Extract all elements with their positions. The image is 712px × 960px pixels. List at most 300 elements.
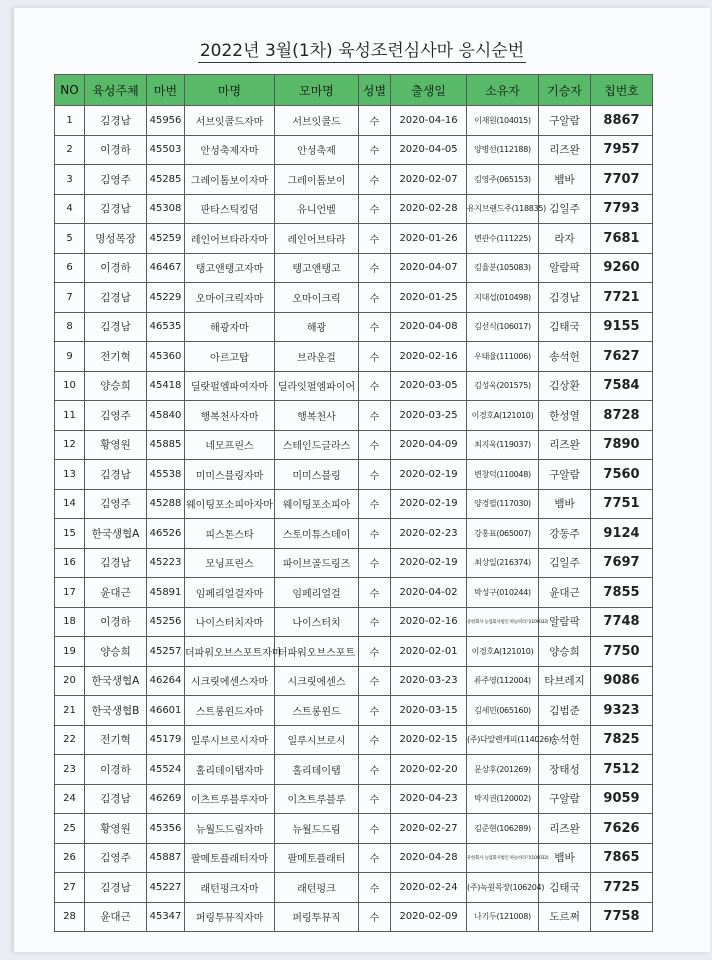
cell-birth-date: 2020-02-27 bbox=[391, 814, 467, 844]
cell-rider: 타브레지 bbox=[539, 666, 591, 696]
cell-horse-name: 행복천사자마 bbox=[185, 401, 275, 431]
cell-sex: 수 bbox=[359, 135, 391, 165]
cell-dam-name: 팔메토플래터 bbox=[275, 843, 359, 873]
cell-breeder: 한국생협A bbox=[85, 666, 147, 696]
cell-horse-no: 45524 bbox=[147, 755, 185, 785]
cell-dam-name: 임페리얼걸 bbox=[275, 578, 359, 608]
table-row bbox=[55, 843, 653, 873]
cell-rider: 뱀바 bbox=[539, 843, 591, 873]
cell-rider: 구알람 bbox=[539, 460, 591, 490]
header-breeder: 육성주체 bbox=[85, 75, 147, 106]
cell-birth-date: 2020-03-15 bbox=[391, 696, 467, 726]
cell-sex: 수 bbox=[359, 224, 391, 254]
cell-rider: 리즈완 bbox=[539, 430, 591, 460]
cell-horse-name: 모닝프린스 bbox=[185, 548, 275, 578]
cell-birth-date: 2020-02-16 bbox=[391, 342, 467, 372]
cell-birth-date: 2020-04-05 bbox=[391, 135, 467, 165]
cell-no: 2 bbox=[55, 135, 85, 165]
cell-owner: 이경호A(121010) bbox=[467, 401, 539, 431]
cell-chip: 7751 bbox=[591, 489, 653, 519]
cell-rider: 김범준 bbox=[539, 696, 591, 726]
cell-dam-name: 그레이톰보이 bbox=[275, 165, 359, 195]
cell-horse-name: 더파워오브스포트자마 bbox=[185, 637, 275, 667]
table-row bbox=[55, 106, 653, 136]
cell-no: 13 bbox=[55, 460, 85, 490]
cell-no: 19 bbox=[55, 637, 85, 667]
cell-horse-name: 이츠트루블루자마 bbox=[185, 784, 275, 814]
cell-birth-date: 2020-01-25 bbox=[391, 283, 467, 313]
cell-rider: 리즈완 bbox=[539, 814, 591, 844]
cell-breeder: 이경하 bbox=[85, 253, 147, 283]
cell-no: 10 bbox=[55, 371, 85, 401]
cell-breeder: 김경남 bbox=[85, 194, 147, 224]
cell-breeder: 전기혁 bbox=[85, 342, 147, 372]
cell-rider: 양승희 bbox=[539, 637, 591, 667]
cell-no: 22 bbox=[55, 725, 85, 755]
cell-breeder: 전기혁 bbox=[85, 725, 147, 755]
cell-dam-name: 일루시브로시 bbox=[275, 725, 359, 755]
cell-birth-date: 2020-02-16 bbox=[391, 607, 467, 637]
cell-birth-date: 2020-04-09 bbox=[391, 430, 467, 460]
cell-birth-date: 2020-02-15 bbox=[391, 725, 467, 755]
cell-owner: 김선식(106017) bbox=[467, 312, 539, 342]
cell-breeder: 윤대근 bbox=[85, 902, 147, 932]
cell-birth-date: 2020-02-24 bbox=[391, 873, 467, 903]
cell-owner: 박지권(120002) bbox=[467, 784, 539, 814]
cell-horse-name: 웨이팅포소피아자마 bbox=[185, 489, 275, 519]
header-horse-no: 마번 bbox=[147, 75, 185, 106]
cell-birth-date: 2020-02-07 bbox=[391, 165, 467, 195]
cell-sex: 수 bbox=[359, 489, 391, 519]
cell-horse-no: 45891 bbox=[147, 578, 185, 608]
cell-sex: 수 bbox=[359, 873, 391, 903]
table-row bbox=[55, 430, 653, 460]
cell-no: 21 bbox=[55, 696, 85, 726]
cell-chip: 9059 bbox=[591, 784, 653, 814]
cell-sex: 수 bbox=[359, 371, 391, 401]
cell-breeder: 김영주 bbox=[85, 843, 147, 873]
cell-owner: 변관수(111225) bbox=[467, 224, 539, 254]
cell-no: 4 bbox=[55, 194, 85, 224]
cell-breeder: 황영원 bbox=[85, 814, 147, 844]
cell-horse-no: 45227 bbox=[147, 873, 185, 903]
cell-breeder: 김경남 bbox=[85, 283, 147, 313]
table-row bbox=[55, 371, 653, 401]
cell-dam-name: 오마이크릭 bbox=[275, 283, 359, 313]
cell-rider: 알람팍 bbox=[539, 253, 591, 283]
cell-rider: 뱀바 bbox=[539, 165, 591, 195]
cell-dam-name: 스토미튜스데이 bbox=[275, 519, 359, 549]
cell-owner: (주)녹원목장(106204) bbox=[467, 873, 539, 903]
cell-sex: 수 bbox=[359, 902, 391, 932]
cell-horse-no: 45418 bbox=[147, 371, 185, 401]
table-row bbox=[55, 519, 653, 549]
table-row bbox=[55, 194, 653, 224]
cell-sex: 수 bbox=[359, 519, 391, 549]
cell-owner: 유한회사 농업회사법인 하늘바라기(109032) bbox=[467, 607, 539, 637]
cell-chip: 9260 bbox=[591, 253, 653, 283]
cell-no: 11 bbox=[55, 401, 85, 431]
cell-no: 1 bbox=[55, 106, 85, 136]
cell-chip: 7750 bbox=[591, 637, 653, 667]
cell-horse-name: 래턴펑크자마 bbox=[185, 873, 275, 903]
cell-sex: 수 bbox=[359, 548, 391, 578]
cell-sex: 수 bbox=[359, 843, 391, 873]
cell-horse-name: 스트롱윈드자마 bbox=[185, 696, 275, 726]
cell-owner: 류주영(112004) bbox=[467, 666, 539, 696]
cell-chip: 8728 bbox=[591, 401, 653, 431]
cell-birth-date: 2020-02-19 bbox=[391, 489, 467, 519]
cell-horse-name: 미미스블링자마 bbox=[185, 460, 275, 490]
cell-sex: 수 bbox=[359, 312, 391, 342]
cell-chip: 7890 bbox=[591, 430, 653, 460]
cell-horse-no: 45356 bbox=[147, 814, 185, 844]
cell-chip: 9124 bbox=[591, 519, 653, 549]
cell-horse-no: 46264 bbox=[147, 666, 185, 696]
table-row bbox=[55, 637, 653, 667]
cell-sex: 수 bbox=[359, 784, 391, 814]
cell-horse-no: 45885 bbox=[147, 430, 185, 460]
cell-birth-date: 2020-04-02 bbox=[391, 578, 467, 608]
cell-birth-date: 2020-03-23 bbox=[391, 666, 467, 696]
table-row bbox=[55, 489, 653, 519]
cell-dam-name: 퍼링투뮤직 bbox=[275, 902, 359, 932]
cell-owner: 지대섭(010498) bbox=[467, 283, 539, 313]
cell-birth-date: 2020-04-08 bbox=[391, 312, 467, 342]
cell-birth-date: 2020-03-05 bbox=[391, 371, 467, 401]
cell-dam-name: 홀리데이탭 bbox=[275, 755, 359, 785]
cell-horse-name: 서브잇콜드자마 bbox=[185, 106, 275, 136]
cell-dam-name: 브라운걸 bbox=[275, 342, 359, 372]
cell-chip: 7560 bbox=[591, 460, 653, 490]
cell-horse-no: 45956 bbox=[147, 106, 185, 136]
cell-dam-name: 유니언벨 bbox=[275, 194, 359, 224]
cell-chip: 7681 bbox=[591, 224, 653, 254]
cell-no: 8 bbox=[55, 312, 85, 342]
header-owner: 소유자 bbox=[467, 75, 539, 106]
cell-horse-name: 시크릿에센스자마 bbox=[185, 666, 275, 696]
table-header-row bbox=[55, 75, 653, 106]
cell-chip: 7721 bbox=[591, 283, 653, 313]
cell-sex: 수 bbox=[359, 696, 391, 726]
cell-no: 16 bbox=[55, 548, 85, 578]
header-horse-name: 마명 bbox=[185, 75, 275, 106]
cell-dam-name: 딜라잇펄엠파이어 bbox=[275, 371, 359, 401]
cell-rider: 한성열 bbox=[539, 401, 591, 431]
cell-rider: 장태성 bbox=[539, 755, 591, 785]
cell-no: 27 bbox=[55, 873, 85, 903]
cell-rider: 김태국 bbox=[539, 312, 591, 342]
cell-horse-no: 45259 bbox=[147, 224, 185, 254]
cell-sex: 수 bbox=[359, 401, 391, 431]
cell-rider: 김일주 bbox=[539, 194, 591, 224]
table-row bbox=[55, 902, 653, 932]
cell-owner: 김영주(065153) bbox=[467, 165, 539, 195]
table-body bbox=[55, 106, 653, 932]
cell-rider: 김상환 bbox=[539, 371, 591, 401]
cell-sex: 수 bbox=[359, 194, 391, 224]
cell-chip: 7957 bbox=[591, 135, 653, 165]
cell-chip: 7865 bbox=[591, 843, 653, 873]
header-chip: 칩번호 bbox=[591, 75, 653, 106]
cell-horse-no: 46269 bbox=[147, 784, 185, 814]
table-row bbox=[55, 401, 653, 431]
exam-order-table bbox=[54, 74, 653, 932]
cell-no: 14 bbox=[55, 489, 85, 519]
cell-owner: 박성구(010244) bbox=[467, 578, 539, 608]
cell-sex: 수 bbox=[359, 430, 391, 460]
cell-no: 18 bbox=[55, 607, 85, 637]
cell-horse-name: 뉴월드드림자마 bbox=[185, 814, 275, 844]
cell-no: 28 bbox=[55, 902, 85, 932]
cell-breeder: 김영주 bbox=[85, 165, 147, 195]
cell-horse-no: 45256 bbox=[147, 607, 185, 637]
cell-chip: 7825 bbox=[591, 725, 653, 755]
cell-horse-no: 46526 bbox=[147, 519, 185, 549]
cell-horse-name: 오마이크릭자마 bbox=[185, 283, 275, 313]
cell-birth-date: 2020-01-26 bbox=[391, 224, 467, 254]
cell-rider: 김경남 bbox=[539, 283, 591, 313]
cell-chip: 7725 bbox=[591, 873, 653, 903]
cell-horse-name: 임페리얼걸자마 bbox=[185, 578, 275, 608]
cell-chip: 7584 bbox=[591, 371, 653, 401]
cell-owner: 최지욱(119037) bbox=[467, 430, 539, 460]
cell-rider: 윤대근 bbox=[539, 578, 591, 608]
cell-no: 12 bbox=[55, 430, 85, 460]
cell-owner: 김준현(106289) bbox=[467, 814, 539, 844]
cell-horse-no: 45285 bbox=[147, 165, 185, 195]
cell-owner: 김세민(065160) bbox=[467, 696, 539, 726]
cell-sex: 수 bbox=[359, 637, 391, 667]
cell-sex: 수 bbox=[359, 607, 391, 637]
table-row bbox=[55, 224, 653, 254]
cell-rider: 김일주 bbox=[539, 548, 591, 578]
cell-owner: 나기두(121008) bbox=[467, 902, 539, 932]
table-row bbox=[55, 784, 653, 814]
table-row bbox=[55, 666, 653, 696]
cell-sex: 수 bbox=[359, 283, 391, 313]
cell-no: 5 bbox=[55, 224, 85, 254]
cell-owner: 강홍표(065007) bbox=[467, 519, 539, 549]
cell-birth-date: 2020-02-19 bbox=[391, 460, 467, 490]
cell-breeder: 양승희 bbox=[85, 637, 147, 667]
cell-sex: 수 bbox=[359, 578, 391, 608]
cell-dam-name: 뉴월드드림 bbox=[275, 814, 359, 844]
cell-horse-name: 레인어브타라자마 bbox=[185, 224, 275, 254]
cell-chip: 8867 bbox=[591, 106, 653, 136]
cell-sex: 수 bbox=[359, 814, 391, 844]
cell-chip: 7758 bbox=[591, 902, 653, 932]
cell-dam-name: 이츠트루블루 bbox=[275, 784, 359, 814]
cell-horse-no: 46467 bbox=[147, 253, 185, 283]
cell-dam-name: 행복천사 bbox=[275, 401, 359, 431]
cell-birth-date: 2020-04-23 bbox=[391, 784, 467, 814]
table-row bbox=[55, 578, 653, 608]
cell-no: 7 bbox=[55, 283, 85, 313]
header-birth-date: 출생일 bbox=[391, 75, 467, 106]
cell-horse-no: 45179 bbox=[147, 725, 185, 755]
document-title bbox=[14, 36, 710, 61]
cell-chip: 9323 bbox=[591, 696, 653, 726]
cell-horse-name: 일루시브로시자마 bbox=[185, 725, 275, 755]
cell-horse-no: 45308 bbox=[147, 194, 185, 224]
cell-rider: 송석헌 bbox=[539, 725, 591, 755]
cell-birth-date: 2020-03-25 bbox=[391, 401, 467, 431]
cell-chip: 7512 bbox=[591, 755, 653, 785]
cell-breeder: 김영주 bbox=[85, 401, 147, 431]
cell-breeder: 한국생협A bbox=[85, 519, 147, 549]
cell-dam-name: 스테인드글라스 bbox=[275, 430, 359, 460]
cell-no: 9 bbox=[55, 342, 85, 372]
table-row bbox=[55, 548, 653, 578]
cell-breeder: 김경남 bbox=[85, 460, 147, 490]
header-no: NO bbox=[55, 75, 85, 106]
cell-horse-name: 피스톤스타 bbox=[185, 519, 275, 549]
header-dam-name: 모마명 bbox=[275, 75, 359, 106]
cell-dam-name: 파이브골드링즈 bbox=[275, 548, 359, 578]
cell-horse-name: 해광자마 bbox=[185, 312, 275, 342]
cell-rider: 김태국 bbox=[539, 873, 591, 903]
cell-sex: 수 bbox=[359, 460, 391, 490]
cell-dam-name: 해광 bbox=[275, 312, 359, 342]
cell-no: 3 bbox=[55, 165, 85, 195]
cell-horse-name: 딜랏펄엠파여자마 bbox=[185, 371, 275, 401]
cell-horse-no: 45288 bbox=[147, 489, 185, 519]
table-row bbox=[55, 725, 653, 755]
cell-horse-name: 그레이톰보이자마 bbox=[185, 165, 275, 195]
table-row bbox=[55, 135, 653, 165]
table-row bbox=[55, 165, 653, 195]
cell-no: 23 bbox=[55, 755, 85, 785]
cell-owner: 김성욱(201575) bbox=[467, 371, 539, 401]
cell-breeder: 김경남 bbox=[85, 784, 147, 814]
cell-birth-date: 2020-04-07 bbox=[391, 253, 467, 283]
cell-owner: 문상후(201269) bbox=[467, 755, 539, 785]
cell-breeder: 한국생협B bbox=[85, 696, 147, 726]
cell-breeder: 김경남 bbox=[85, 106, 147, 136]
cell-owner: 이재원(104015) bbox=[467, 106, 539, 136]
cell-breeder: 김영주 bbox=[85, 489, 147, 519]
cell-owner: 변창덕(110048) bbox=[467, 460, 539, 490]
cell-dam-name: 시크릿에센스 bbox=[275, 666, 359, 696]
cell-horse-name: 팔메토플래터자마 bbox=[185, 843, 275, 873]
cell-horse-no: 45229 bbox=[147, 283, 185, 313]
cell-breeder: 이경하 bbox=[85, 755, 147, 785]
cell-owner: 양병선(112188) bbox=[467, 135, 539, 165]
cell-owner: 최상일(216374) bbox=[467, 548, 539, 578]
cell-sex: 수 bbox=[359, 342, 391, 372]
header-rider: 기승자 bbox=[539, 75, 591, 106]
cell-sex: 수 bbox=[359, 666, 391, 696]
cell-horse-name: 판타스틱킹덤 bbox=[185, 194, 275, 224]
table-row bbox=[55, 696, 653, 726]
table-row bbox=[55, 607, 653, 637]
cell-birth-date: 2020-02-09 bbox=[391, 902, 467, 932]
cell-horse-name: 홀리데이탭자마 bbox=[185, 755, 275, 785]
table-row bbox=[55, 460, 653, 490]
cell-birth-date: 2020-02-20 bbox=[391, 755, 467, 785]
cell-chip: 7748 bbox=[591, 607, 653, 637]
cell-dam-name: 나이스터치 bbox=[275, 607, 359, 637]
cell-no: 24 bbox=[55, 784, 85, 814]
cell-birth-date: 2020-02-23 bbox=[391, 519, 467, 549]
cell-sex: 수 bbox=[359, 725, 391, 755]
cell-dam-name: 더파워오브스포트 bbox=[275, 637, 359, 667]
document-sheet bbox=[14, 8, 710, 952]
cell-birth-date: 2020-04-16 bbox=[391, 106, 467, 136]
cell-breeder: 이경하 bbox=[85, 607, 147, 637]
cell-rider: 강동주 bbox=[539, 519, 591, 549]
cell-breeder: 황영원 bbox=[85, 430, 147, 460]
cell-owner: 양경필(117030) bbox=[467, 489, 539, 519]
cell-horse-no: 45347 bbox=[147, 902, 185, 932]
cell-chip: 7793 bbox=[591, 194, 653, 224]
cell-rider: 구알람 bbox=[539, 784, 591, 814]
table-row bbox=[55, 253, 653, 283]
cell-no: 20 bbox=[55, 666, 85, 696]
cell-rider: 알람팍 bbox=[539, 607, 591, 637]
cell-no: 6 bbox=[55, 253, 85, 283]
cell-sex: 수 bbox=[359, 253, 391, 283]
cell-breeder: 양승희 bbox=[85, 371, 147, 401]
cell-chip: 9155 bbox=[591, 312, 653, 342]
cell-horse-no: 45503 bbox=[147, 135, 185, 165]
cell-birth-date: 2020-02-01 bbox=[391, 637, 467, 667]
cell-no: 26 bbox=[55, 843, 85, 873]
table-row bbox=[55, 755, 653, 785]
header-sex: 성별 bbox=[359, 75, 391, 106]
cell-breeder: 김경남 bbox=[85, 548, 147, 578]
cell-dam-name: 래턴펑크 bbox=[275, 873, 359, 903]
cell-horse-no: 46601 bbox=[147, 696, 185, 726]
cell-owner: 유지브랜드주(118835) bbox=[467, 194, 539, 224]
cell-rider: 뱀바 bbox=[539, 489, 591, 519]
cell-breeder: 김경남 bbox=[85, 873, 147, 903]
cell-horse-no: 45538 bbox=[147, 460, 185, 490]
cell-no: 15 bbox=[55, 519, 85, 549]
cell-rider: 라자 bbox=[539, 224, 591, 254]
cell-horse-no: 46535 bbox=[147, 312, 185, 342]
table-row bbox=[55, 312, 653, 342]
cell-horse-name: 네모프린스 bbox=[185, 430, 275, 460]
cell-horse-no: 45360 bbox=[147, 342, 185, 372]
cell-horse-no: 45840 bbox=[147, 401, 185, 431]
cell-birth-date: 2020-02-28 bbox=[391, 194, 467, 224]
cell-dam-name: 스트롱윈드 bbox=[275, 696, 359, 726]
cell-sex: 수 bbox=[359, 106, 391, 136]
cell-chip: 7627 bbox=[591, 342, 653, 372]
cell-no: 25 bbox=[55, 814, 85, 844]
cell-chip: 7697 bbox=[591, 548, 653, 578]
cell-birth-date: 2020-04-28 bbox=[391, 843, 467, 873]
cell-chip: 7707 bbox=[591, 165, 653, 195]
cell-dam-name: 서브잇콜드 bbox=[275, 106, 359, 136]
cell-owner: (주)다알렌캐피(114026) bbox=[467, 725, 539, 755]
cell-rider: 구알람 bbox=[539, 106, 591, 136]
cell-chip: 7626 bbox=[591, 814, 653, 844]
cell-dam-name: 탱고앤탱고 bbox=[275, 253, 359, 283]
cell-breeder: 명성목장 bbox=[85, 224, 147, 254]
cell-rider: 리즈완 bbox=[539, 135, 591, 165]
cell-birth-date: 2020-02-19 bbox=[391, 548, 467, 578]
cell-horse-no: 45887 bbox=[147, 843, 185, 873]
cell-horse-name: 안성축제자마 bbox=[185, 135, 275, 165]
cell-sex: 수 bbox=[359, 165, 391, 195]
cell-horse-name: 아르고탑 bbox=[185, 342, 275, 372]
cell-dam-name: 미미스블링 bbox=[275, 460, 359, 490]
table-row bbox=[55, 283, 653, 313]
cell-chip: 9086 bbox=[591, 666, 653, 696]
